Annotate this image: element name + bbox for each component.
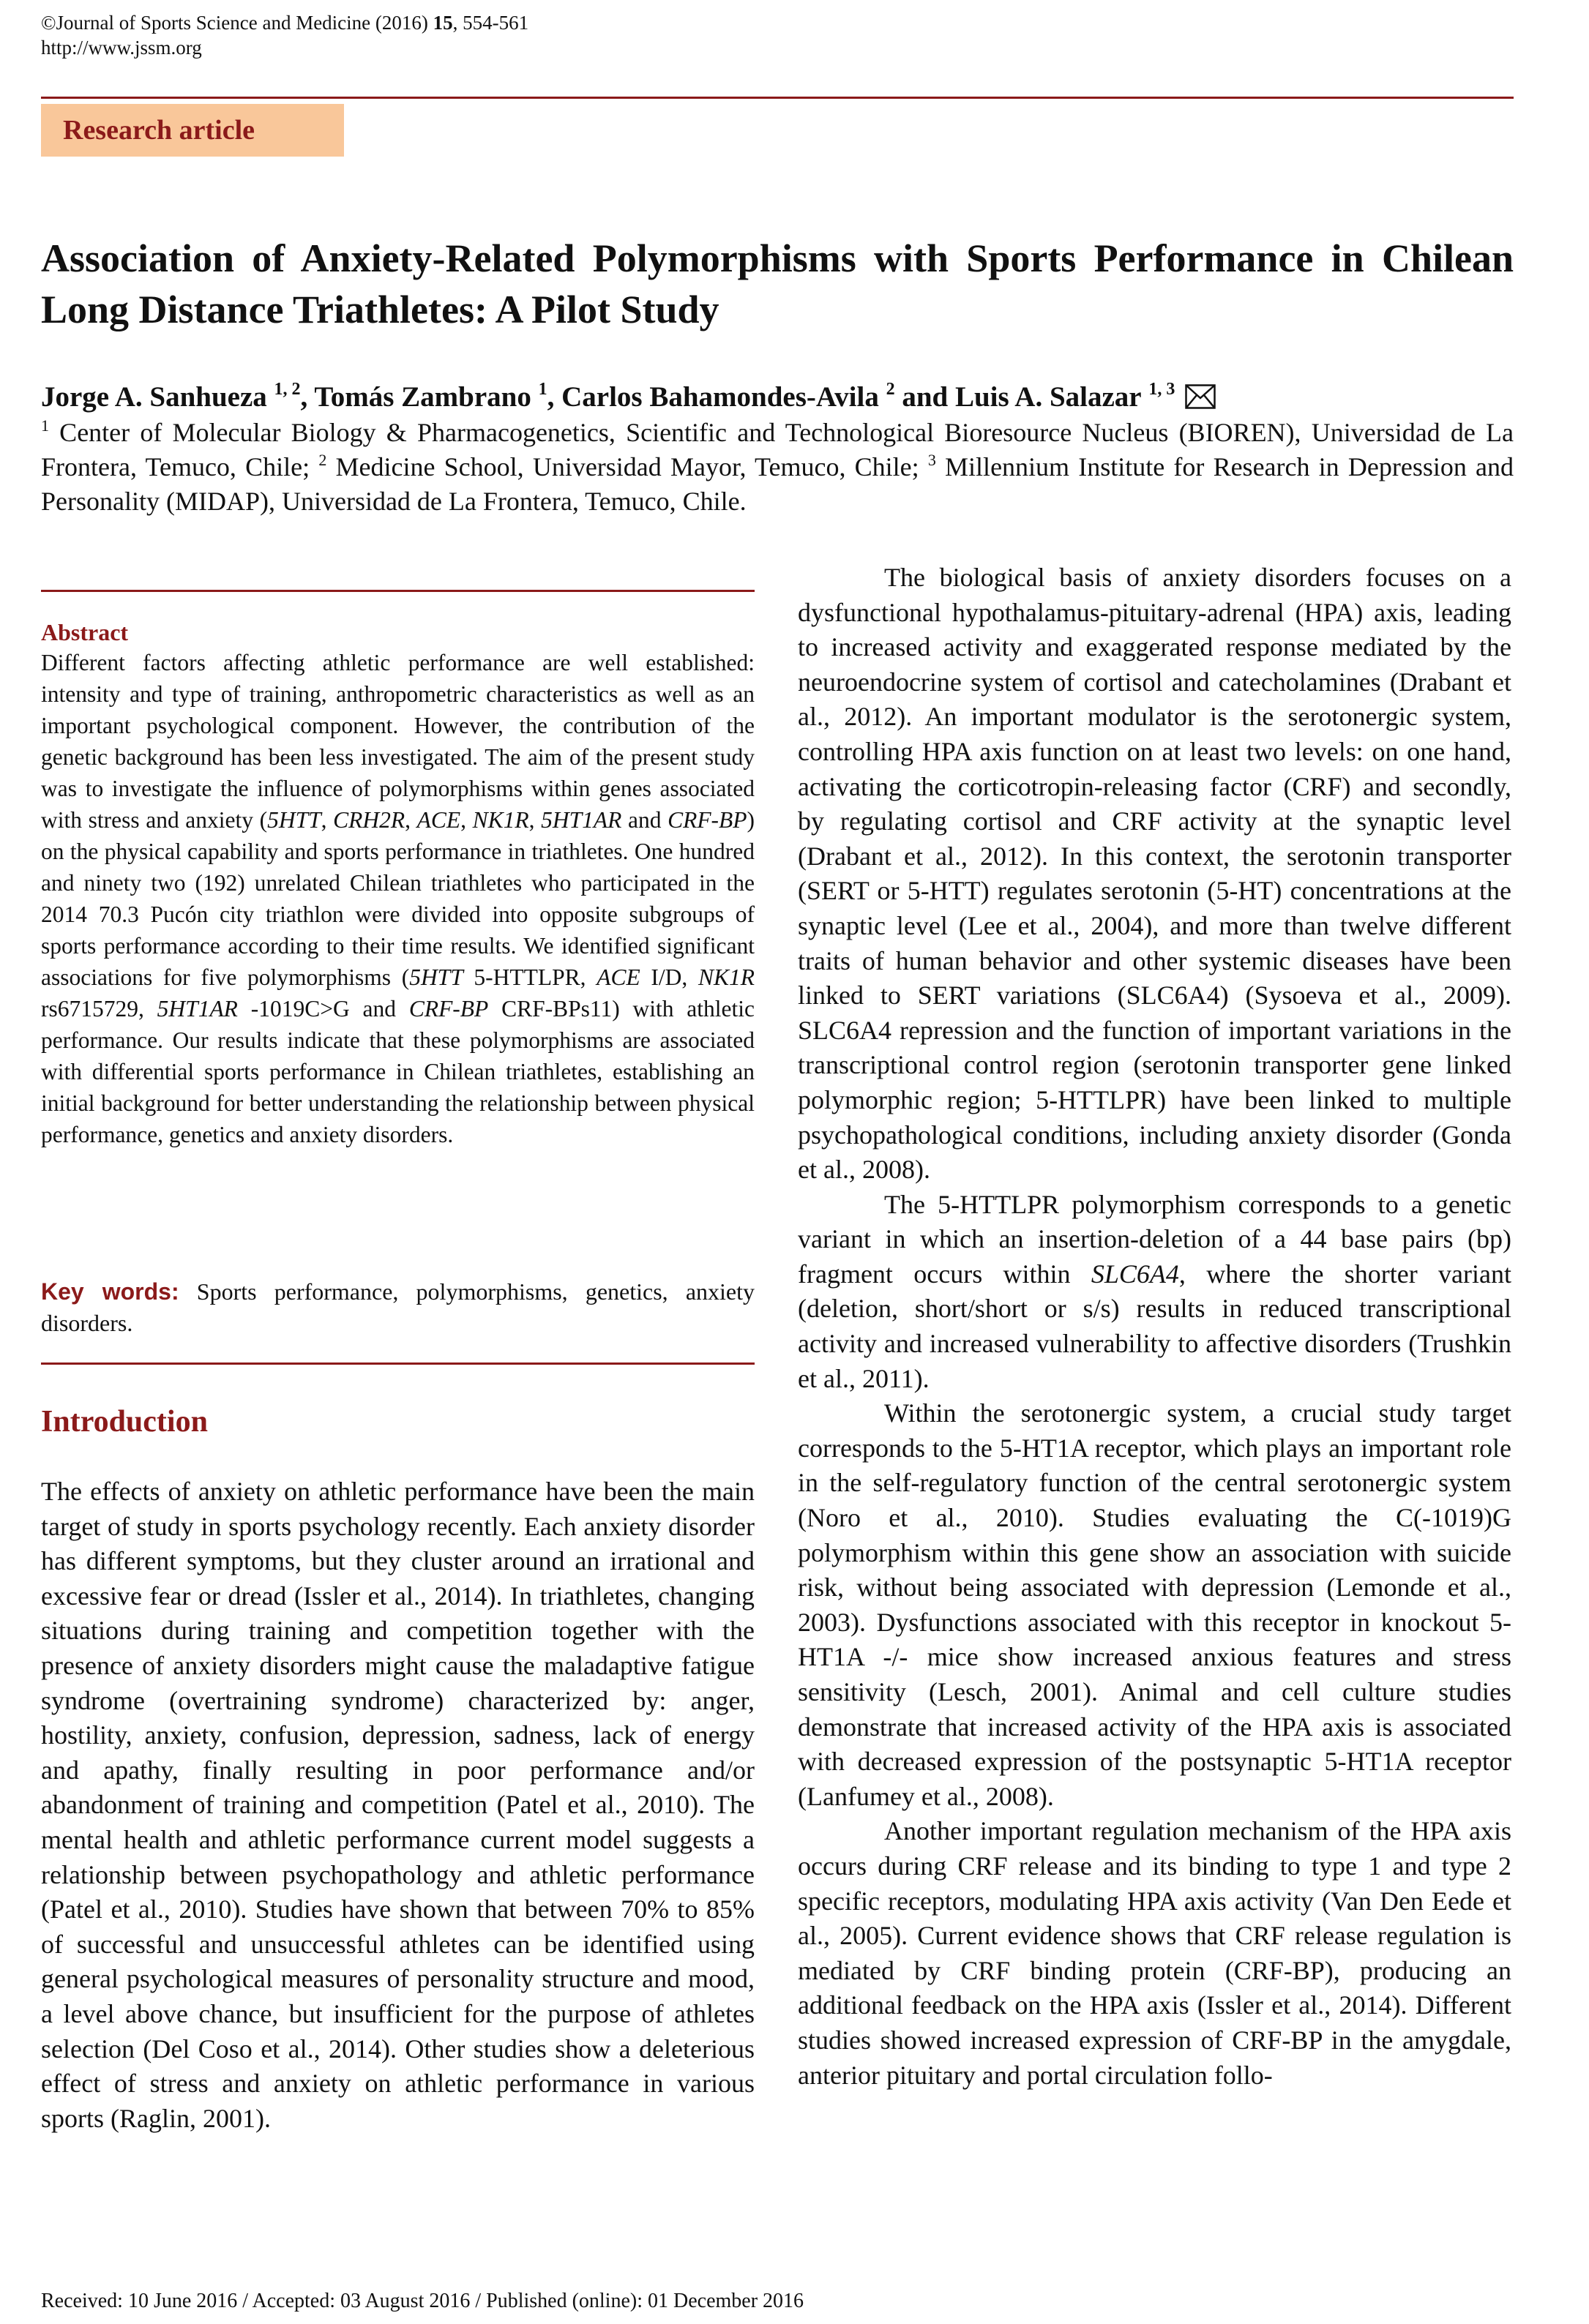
introduction-heading-wrap xyxy=(41,1403,755,1440)
right-column xyxy=(798,561,1511,2093)
publication-dates: Received: 10 June 2016 / Accepted: 03 August 2016 / Published (online): 01 December 2016 xyxy=(41,2290,804,2312)
abstract-text: Different factors affecting athletic performance are well established: intensity and type of training, anthropometric characteristics as well as an important psychological component. However, the contribution of the genetic background has been less investigated. The aim of the present study was to investigate the influence of polymorphisms within genes associated with stress and anxiety (5HTT, CRH2R, ACE, NK1R, 5HT1AR and CRF-BP) on the physical capability and sports performance in triathletes. One hundred and ninety two (192) unrelated Chilean triathletes who participated in the 2014 70.3 Pucón city triathlon were divided into opposite subgroups of sports performance according to their time results. We identified significant associations for five polymorphisms (5HTT 5-HTTLPR, ACE I/D, NK1R rs6715729, 5HT1AR -1019C>G and CRF-BP CRF-BPs11) with athletic performance. Our results indicate that these polymorphisms are associated with differential sports performance in Chilean triathletes, establishing an initial background for better understanding the relationship between physical performance, genetics and anxiety disorders. xyxy=(41,650,755,1147)
article-type-badge: Research article xyxy=(41,104,344,157)
article-title: Association of Anxiety-Related Polymorphisms with Sports Performance in Chilean Long Distance Triathletes: A Pilot Study xyxy=(41,236,1514,331)
body-paragraph: Within the serotonergic system, a crucial study target corresponds to the 5-HT1A receptor, which plays an important role in the self-regulatory function of the central serotonergic system (Noro et al., 2010). Studies evaluating the C(-1019)G polymorphism within this gene show an association with suicide risk, without being associated with depression (Lemonde et al., 2003). Dysfunctions associated with this receptor in knockout 5-HT1A -/- mice show increased anxious features and stress sensitivity (Lesch, 2001). Animal and cell culture studies demonstrate that increased activity of the HPA axis is associated with decreased expression of the postsynaptic 5-HT1A receptor (Lanfumey et al., 2008). xyxy=(798,1398,1511,1811)
introduction-heading: Introduction xyxy=(41,1405,208,1439)
introduction-body xyxy=(41,1474,755,2136)
affiliations: $^1$ Center of Molecular Biology & Pharmacogenetics, Scientific and Technological Bioresource Nucleus (BIOREN), Universidad de La Frontera, Temuco, Chile; $^2$ Medicine School, Universidad Mayor, Temuco, Chile; $^3$ Millennium Institute for Research in Depression and Personality (MIDAP), Universidad de La Frontera, Temuco, Chile. xyxy=(41,416,1514,516)
author-name: Carlos Bahamondes-Avila xyxy=(561,381,879,413)
body-paragraph: The 5-HTTLPR polymorphism corresponds to a genetic variant in which an insertion-deletion of a 44 base pairs (bp) fragment occurs within SLC6A4, where the shorter variant (deletion, short/short or s/s) results in reduced transcriptional activity and increased vulnerability to affective disorders (Trushkin et al., 2011). xyxy=(798,1189,1511,1393)
author-list: Jorge A. Sanhueza $^{1, 2}$, Tomás Zambrano $^1$, Carlos Bahamondes-Avila $^2$ and Luis A. Salazar $^{1, 3}$ xyxy=(41,379,1549,419)
abstract-section xyxy=(41,618,755,1150)
journal-url[interactable]: http://www.jssm.org xyxy=(41,37,202,59)
keywords-label: Key words: xyxy=(41,1278,179,1305)
journal-citation: ©Journal of Sports Science and Medicine (2016) 15, 554-561 xyxy=(41,12,529,34)
author-name: Jorge A. Sanhueza xyxy=(41,381,267,413)
introduction-paragraph: The effects of anxiety on athletic performance have been the main target of study in sports psychology recently. Each anxiety disorder has different symptoms, but they cluster around an irrational and excessive fear or dread (Issler et al., 2014). In triathletes, changing situations during training and competition together with the presence of anxiety disorders might cause the maladaptive fatigue syndrome (overtraining syndrome) characterized by: anger, hostility, anxiety, confusion, depression, sadness, lack of energy and apathy, finally resulting in poor performance and/or abandonment of training and competition (Patel et al., 2010). The mental health and athletic performance current model suggests a relationship between psychopathology and athletic performance (Patel et al., 2010). Studies have shown that between 70% to 85% of successful and unsuccessful athletes can be identified using general psychological measures of personality structure and mood, a level above chance, but insufficient for the purpose of athletes selection (Del Coso et al., 2014). Other studies show a deleterious effect of stress and anxiety on athletic performance in various sports (Raglin, 2001). xyxy=(41,1477,755,2133)
keywords: Key words: Sports performance, polymorphisms, genetics, anxiety disorders. xyxy=(41,1278,755,1336)
abstract-bottom-rule xyxy=(41,1362,755,1365)
keywords-section xyxy=(41,1276,755,1339)
envelope-icon[interactable] xyxy=(1185,382,1216,419)
journal-header xyxy=(41,10,528,60)
author-name: Luis A. Salazar xyxy=(954,381,1142,413)
author-name: Tomás Zambrano xyxy=(314,381,531,413)
header-rule xyxy=(41,97,1514,99)
body-paragraph: Another important regulation mechanism of the HPA axis occurs during CRF release and its binding to type 1 and type 2 specific receptors, modulating HPA axis activity (Van Den Eede et al., 2005). Current evidence shows that CRF release regulation is mediated by CRF binding protein (CRF-BP), producing an additional feedback on the HPA axis (Issler et al., 2014). Different studies showed increased expression of CRF-BP in the amygdale, anterior pituitary and portal circulation follo- xyxy=(798,1816,1511,2090)
body-paragraph: The biological basis of anxiety disorders focuses on a dysfunctional hypothalamus-pituitary-adrenal (HPA) axis, leading to increased activity and exaggerated response mediated by the neuroendocrine system of cortisol and catecholamines (Drabant et al., 2012). An important modulator is the serotonergic system, controlling HPA axis function on at least two levels: on one hand, activating the corticotropin-releasing factor (CRF) and secondly, by regulating cortisol and CRF activity at the synaptic level (Drabant et al., 2012). In this context, the serotonin transporter (SERT or 5-HTT) regulates serotonin (5-HT) concentrations at the synaptic level (Lee et al., 2004), and more than twelve different traits of human behavior and other systemic diseases have been linked to SERT variations (SLC6A4) (Sysoeva et al., 2009). SLC6A4 repression and the function of important variations in the transcriptional control region (serotonin transporter gene linked polymorphic region; 5-HTTLPR) have been linked to multiple psychopathological conditions, including anxiety disorder (Gonda et al., 2008). xyxy=(798,563,1511,1185)
abstract-top-rule xyxy=(41,590,755,592)
abstract-heading: Abstract xyxy=(41,619,129,645)
